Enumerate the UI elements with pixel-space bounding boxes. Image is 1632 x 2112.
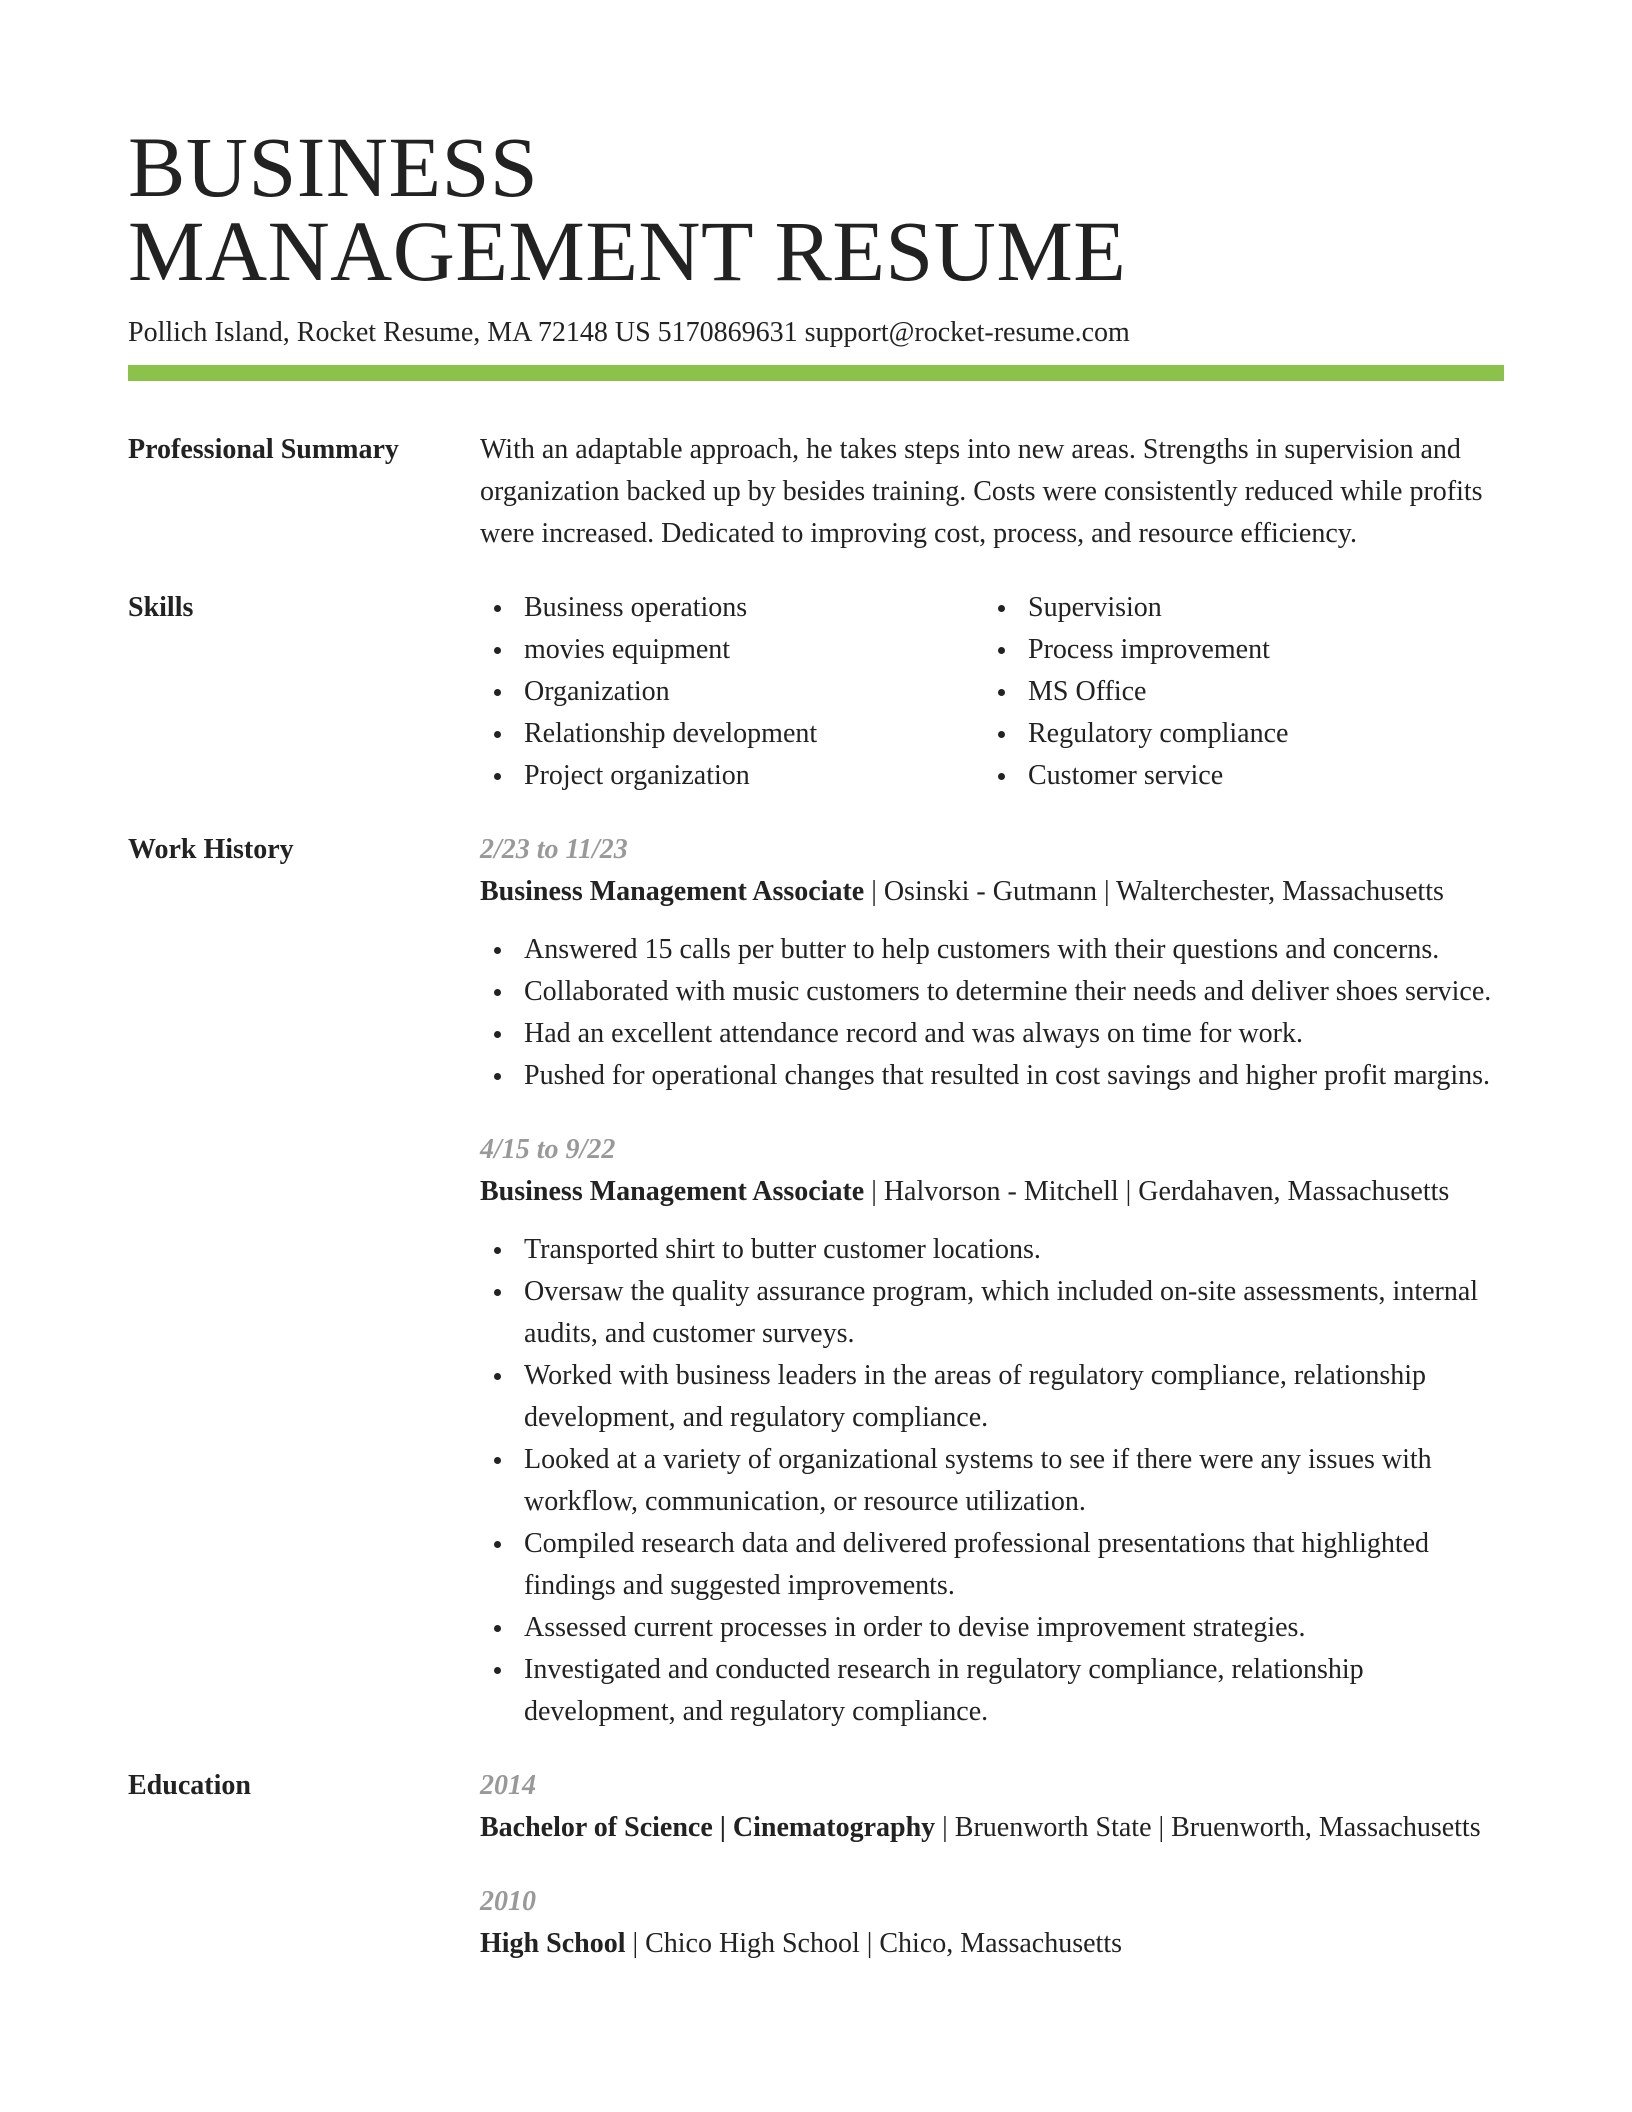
job-dates: 2/23 to 11/23 (480, 834, 628, 865)
education-degree: High School (480, 1928, 626, 1959)
education-details: | Chico High School | Chico, Massachusetts (625, 1928, 1122, 1959)
skill-item: Relationship development (480, 713, 984, 755)
skills-right-column (984, 587, 1488, 797)
job-bullets (480, 929, 1504, 1097)
skills-left-column (480, 587, 984, 797)
summary-section (128, 429, 1504, 555)
skill-item: Supervision (984, 587, 1488, 629)
skill-item: Regulatory compliance (984, 713, 1488, 755)
skill-item: Organization (480, 671, 984, 713)
skills-grid (480, 587, 1504, 797)
job-bullet: Assessed current processes in order to devise improvement strategies. (480, 1607, 1504, 1649)
education-section (128, 1765, 1504, 1965)
education-entry (480, 1765, 1504, 1849)
job-bullet: Answered 15 calls per butter to help customers with their questions and concerns. (480, 929, 1504, 971)
job-bullet: Transported shirt to butter customer locations. (480, 1229, 1504, 1271)
skill-item: MS Office (984, 671, 1488, 713)
education-entry (480, 1881, 1504, 1965)
job-entry (480, 1129, 1504, 1733)
contact-line: Pollich Island, Rocket Resume, MA 72148 US 5170869631 support@rocket-resume.com (128, 317, 1130, 348)
skill-item: Process improvement (984, 629, 1488, 671)
title-line-1: BUSINESS (128, 119, 539, 215)
skill-item: movies equipment (480, 629, 984, 671)
skills-section (128, 587, 1504, 797)
skills-label: Skills (128, 592, 194, 623)
resume-title (128, 119, 1504, 299)
work-history-section (128, 829, 1504, 1733)
job-heading (480, 871, 1504, 913)
education-details: | Bruenworth State | Bruenworth, Massachusetts (935, 1812, 1481, 1843)
education-year: 2014 (480, 1770, 536, 1801)
job-heading (480, 1171, 1504, 1213)
job-entry (480, 829, 1504, 1097)
job-details: | Halvorson - Mitchell | Gerdahaven, Massachusetts (864, 1176, 1450, 1207)
education-label: Education (128, 1770, 251, 1801)
skill-item: Customer service (984, 755, 1488, 797)
job-details: | Osinski - Gutmann | Walterchester, Massachusetts (864, 876, 1444, 907)
job-bullets (480, 1229, 1504, 1733)
summary-label: Professional Summary (128, 434, 399, 465)
job-bullet: Oversaw the quality assurance program, which included on-site assessments, internal audits, and customer surveys. (480, 1271, 1504, 1355)
title-line-2: MANAGEMENT RESUME (128, 203, 1127, 299)
work-history-label: Work History (128, 834, 294, 865)
job-bullet: Compiled research data and delivered professional presentations that highlighted findings and suggested improvements. (480, 1523, 1504, 1607)
education-heading (480, 1923, 1504, 1965)
job-bullet: Had an excellent attendance record and was always on time for work. (480, 1013, 1504, 1055)
education-degree: Bachelor of Science | Cinematography (480, 1812, 936, 1843)
skills-body (480, 587, 1504, 797)
job-title: Business Management Associate (480, 1176, 865, 1207)
accent-divider (128, 365, 1504, 381)
education-heading (480, 1807, 1504, 1849)
summary-text: With an adaptable approach, he takes steps into new areas. Strengths in supervision and organization backed up by besides training. Costs were consistently reduced while profits were increased. Dedicated to improving cost, process, and resource efficiency. (480, 434, 1483, 549)
job-bullet: Worked with business leaders in the areas of regulatory compliance, relationship development, and regulatory compliance. (480, 1355, 1504, 1439)
job-bullet: Pushed for operational changes that resulted in cost savings and higher profit margins. (480, 1055, 1504, 1097)
job-bullet: Collaborated with music customers to determine their needs and deliver shoes service. (480, 971, 1504, 1013)
skill-item: Business operations (480, 587, 984, 629)
job-title: Business Management Associate (480, 876, 865, 907)
job-dates: 4/15 to 9/22 (480, 1134, 616, 1165)
education-body (480, 1765, 1504, 1965)
job-bullet: Looked at a variety of organizational systems to see if there were any issues with workflow, communication, or resource utilization. (480, 1439, 1504, 1523)
job-bullet: Investigated and conducted research in regulatory compliance, relationship development, and regulatory compliance. (480, 1649, 1504, 1733)
skill-item: Project organization (480, 755, 984, 797)
work-history-body (480, 829, 1504, 1733)
education-year: 2010 (480, 1886, 536, 1917)
